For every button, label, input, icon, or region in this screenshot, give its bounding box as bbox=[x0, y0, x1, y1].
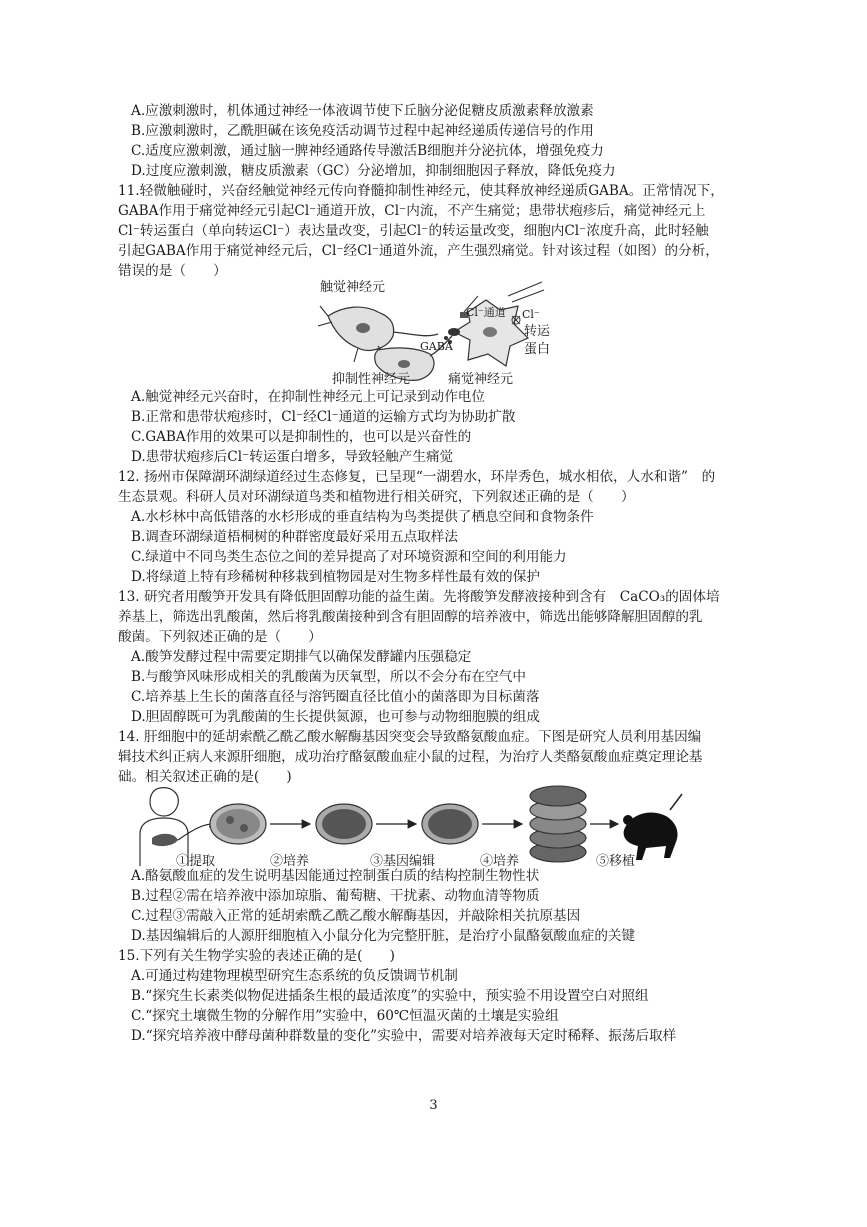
step-2-label: ②培养 bbox=[270, 854, 310, 869]
q15-option-d: D.“探究培养液中酵母菌种群数量的变化”实验中，需要对培养液每天定时稀释、振荡后取样 bbox=[131, 1028, 677, 1044]
q13-stem-line-2: 养基上，筛选出乳酸菌，然后将乳酸菌接种到含有胆固醇的培养液中，筛选出能够降解胆固醇的乳 bbox=[118, 609, 703, 625]
synapse-terminal bbox=[448, 328, 460, 336]
q14-option-a: A.酪氨酸血症的发生说明基因能通过控制蛋白质的结构控制生物性状 bbox=[131, 868, 540, 884]
mouse-ear bbox=[623, 815, 633, 825]
q12-stem-line-1: 12. 扬州市保障湖环湖绿道经过生态修复，已呈现“一湖碧水，环岸秀色，城水相依，人水和谐” 的 bbox=[118, 469, 716, 485]
inhibitory-neuron-nucleus bbox=[398, 360, 410, 368]
q12-stem-line-2: 生态景观。科研人员对环湖绿道鸟类和植物进行相关研究，下列叙述正确的是（ ） bbox=[118, 489, 635, 505]
stacked-dish-5 bbox=[530, 786, 586, 806]
culture-dish-3-cells bbox=[428, 809, 472, 839]
touch-neuron-label: 触觉神经元 bbox=[320, 280, 386, 295]
q12-option-d: D.将绿道上特有珍稀树种移栽到植物园是对生物多样性最有效的保护 bbox=[131, 569, 540, 585]
step-1-label: ①提取 bbox=[176, 854, 216, 869]
q13-option-d: D.胆固醇既可为乳酸菌的生长提供氮源，也可参与动物细胞膜的组成 bbox=[131, 709, 540, 725]
transporter-label-1: 转运 bbox=[524, 324, 551, 339]
step-5-label: ⑤移植 bbox=[596, 854, 636, 869]
q13-stem-line-3: 酸菌。下列叙述正确的是（ ） bbox=[118, 629, 322, 645]
human-head bbox=[150, 788, 178, 816]
q13-option-b: B.与酸笋风味形成相关的乳酸菌为厌氧型，所以不会分布在空气中 bbox=[131, 669, 526, 685]
q14-stem-line-2: 辑技术纠正病人来源肝细胞，成功治疗酪氨酸血症小鼠的过程，为治疗人类酪氨酸血症奠定理论基 bbox=[118, 749, 703, 765]
step-4-label: ④培养 bbox=[480, 854, 520, 869]
gaba-label: GABA bbox=[420, 340, 453, 353]
q12-option-b: B.调查环湖绿道梧桐树的种群密度最好采用五点取样法 bbox=[131, 529, 458, 545]
touch-neuron-axon bbox=[393, 332, 438, 336]
q10-option-b: B.应激刺激时，乙酰胆碱在该免疫活动调节过程中起神经递质传递信号的作用 bbox=[131, 123, 594, 139]
q13-option-c: C.培养基上生长的菌落直径与溶钙圈直径比值小的菌落即为目标菌落 bbox=[131, 689, 540, 705]
q14-stem-line-1: 14. 肝细胞中的延胡索酰乙酰乙酸水解酶基因突变会导致酪氨酸血症。下图是研究人员利用基因编 bbox=[118, 729, 702, 745]
touch-neuron-nucleus bbox=[356, 323, 370, 333]
inhibitory-neuron-label: 抑制性神经元 bbox=[332, 372, 411, 387]
q11-stem-line-4: 引起GABA作用于痛觉神经元后，Cl⁻经Cl⁻通道外流，产生强烈痛觉。针对该过程（如图）的分析， bbox=[118, 243, 719, 259]
cl-ion-label: Cl⁻ bbox=[522, 308, 540, 321]
q11-stem-line-5: 错误的是（ ） bbox=[118, 263, 227, 279]
pain-neuron-nucleus bbox=[483, 327, 497, 337]
page-number: 3 bbox=[429, 1098, 438, 1113]
q11-stem-line-3: Cl⁻转运蛋白（单向转运Cl⁻）表达量改变，引起Cl⁻的转运量改变，细胞内Cl⁻浓度升高，此时轻触 bbox=[118, 223, 709, 239]
q10-option-d: D.过度应激刺激，糖皮质激素（GC）分泌增加，抑制细胞因子释放，降低免疫力 bbox=[131, 163, 616, 179]
step-3-label: ③基因编辑 bbox=[370, 854, 436, 869]
q11-stem-line-2: GABA作用于痛觉神经元引起Cl⁻通道开放，Cl⁻内流，不产生痛觉；患带状疱疹后，痛觉神经元上 bbox=[118, 203, 706, 219]
cell-dot-1 bbox=[226, 816, 234, 824]
q11-option-a: A.触觉神经元兴奋时，在抑制性神经元上可记录到动作电位 bbox=[131, 389, 485, 405]
q12-option-a: A.水杉林中高低错落的水杉形成的垂直结构为鸟类提供了栖息空间和食物条件 bbox=[131, 509, 594, 525]
culture-dish-2-cells bbox=[322, 809, 366, 839]
cl-channel-label: Cl⁻通道 bbox=[466, 306, 506, 319]
q14-option-c: C.过程③需敲入正常的延胡索酰乙酰乙酸水解酶基因，并敲除相关抗原基因 bbox=[131, 908, 581, 924]
q13-option-a: A.酸笋发酵过程中需要定期排气以确保发酵罐内压强稳定 bbox=[131, 649, 472, 665]
q15-option-c: C.“探究土壤微生物的分解作用”实验中，60℃恒温灭菌的土壤是实验组 bbox=[131, 1008, 559, 1024]
culture-dish-1-cells bbox=[216, 809, 260, 839]
pain-neuron-label: 痛觉神经元 bbox=[448, 372, 514, 387]
q12-option-c: C.绿道中不同鸟类生态位之间的差异提高了对环境资源和空间的利用能力 bbox=[131, 549, 567, 565]
q11-option-b: B.正常和患带状疱疹时，Cl⁻经Cl⁻通道的运输方式均为协助扩散 bbox=[131, 409, 516, 425]
transporter-label-2: 蛋白 bbox=[524, 342, 551, 357]
q11-option-c: C.GABA作用的效果可以是抑制性的，也可以是兴奋性的 bbox=[131, 429, 472, 445]
q11-stem-line-1: 11.轻微触碰时，兴奋经触觉神经元传向脊髓抑制性神经元，使其释放神经递质GABA。正常情况下， bbox=[118, 183, 724, 199]
q15-option-b: B.“探究生长素类似物促进插条生根的最适浓度”的实验中，预实验不用设置空白对照组 bbox=[131, 988, 649, 1004]
q14-option-b: B.过程②需在培养液中添加琼脂、葡萄糖、干扰素、动物血清等物质 bbox=[131, 888, 540, 904]
cell-dot-2 bbox=[240, 824, 248, 832]
liver-icon bbox=[152, 834, 178, 846]
q10-option-c: C.适度应激刺激，通过脑一脾神经通路传导激活B细胞并分泌抗体，增强免疫力 bbox=[131, 143, 604, 159]
q14-option-d: D.基因编辑后的人源肝细胞植入小鼠分化为完整肝脏，是治疗小鼠酪氨酸血症的关键 bbox=[131, 928, 636, 944]
pain-neuron-fibers bbox=[508, 282, 544, 302]
gene-editing-flow-diagram bbox=[130, 780, 690, 870]
q10-option-a: A.应激刺激时，机体通过神经一体液调节使下丘脑分泌促糖皮质激素释放激素 bbox=[131, 103, 594, 119]
q14-stem-line-3: 础。相关叙述正确的是( ) bbox=[118, 769, 292, 785]
q15-option-a: A.可通过构建物理模型研究生态系统的负反馈调节机制 bbox=[131, 968, 458, 984]
q11-option-d: D.患带状疱疹后Cl⁻转运蛋白增多，导致轻触产生痛觉 bbox=[131, 449, 454, 465]
syringe-icon bbox=[670, 794, 682, 810]
q15-stem-line-1: 15.下列有关生物学实验的表述正确的是( ) bbox=[118, 948, 395, 964]
q13-stem-line-1: 13. 研究者用酸笋开发具有降低胆固醇功能的益生菌。先将酸笋发酵液接种到含有 CaCO₃的固体培 bbox=[118, 589, 720, 605]
